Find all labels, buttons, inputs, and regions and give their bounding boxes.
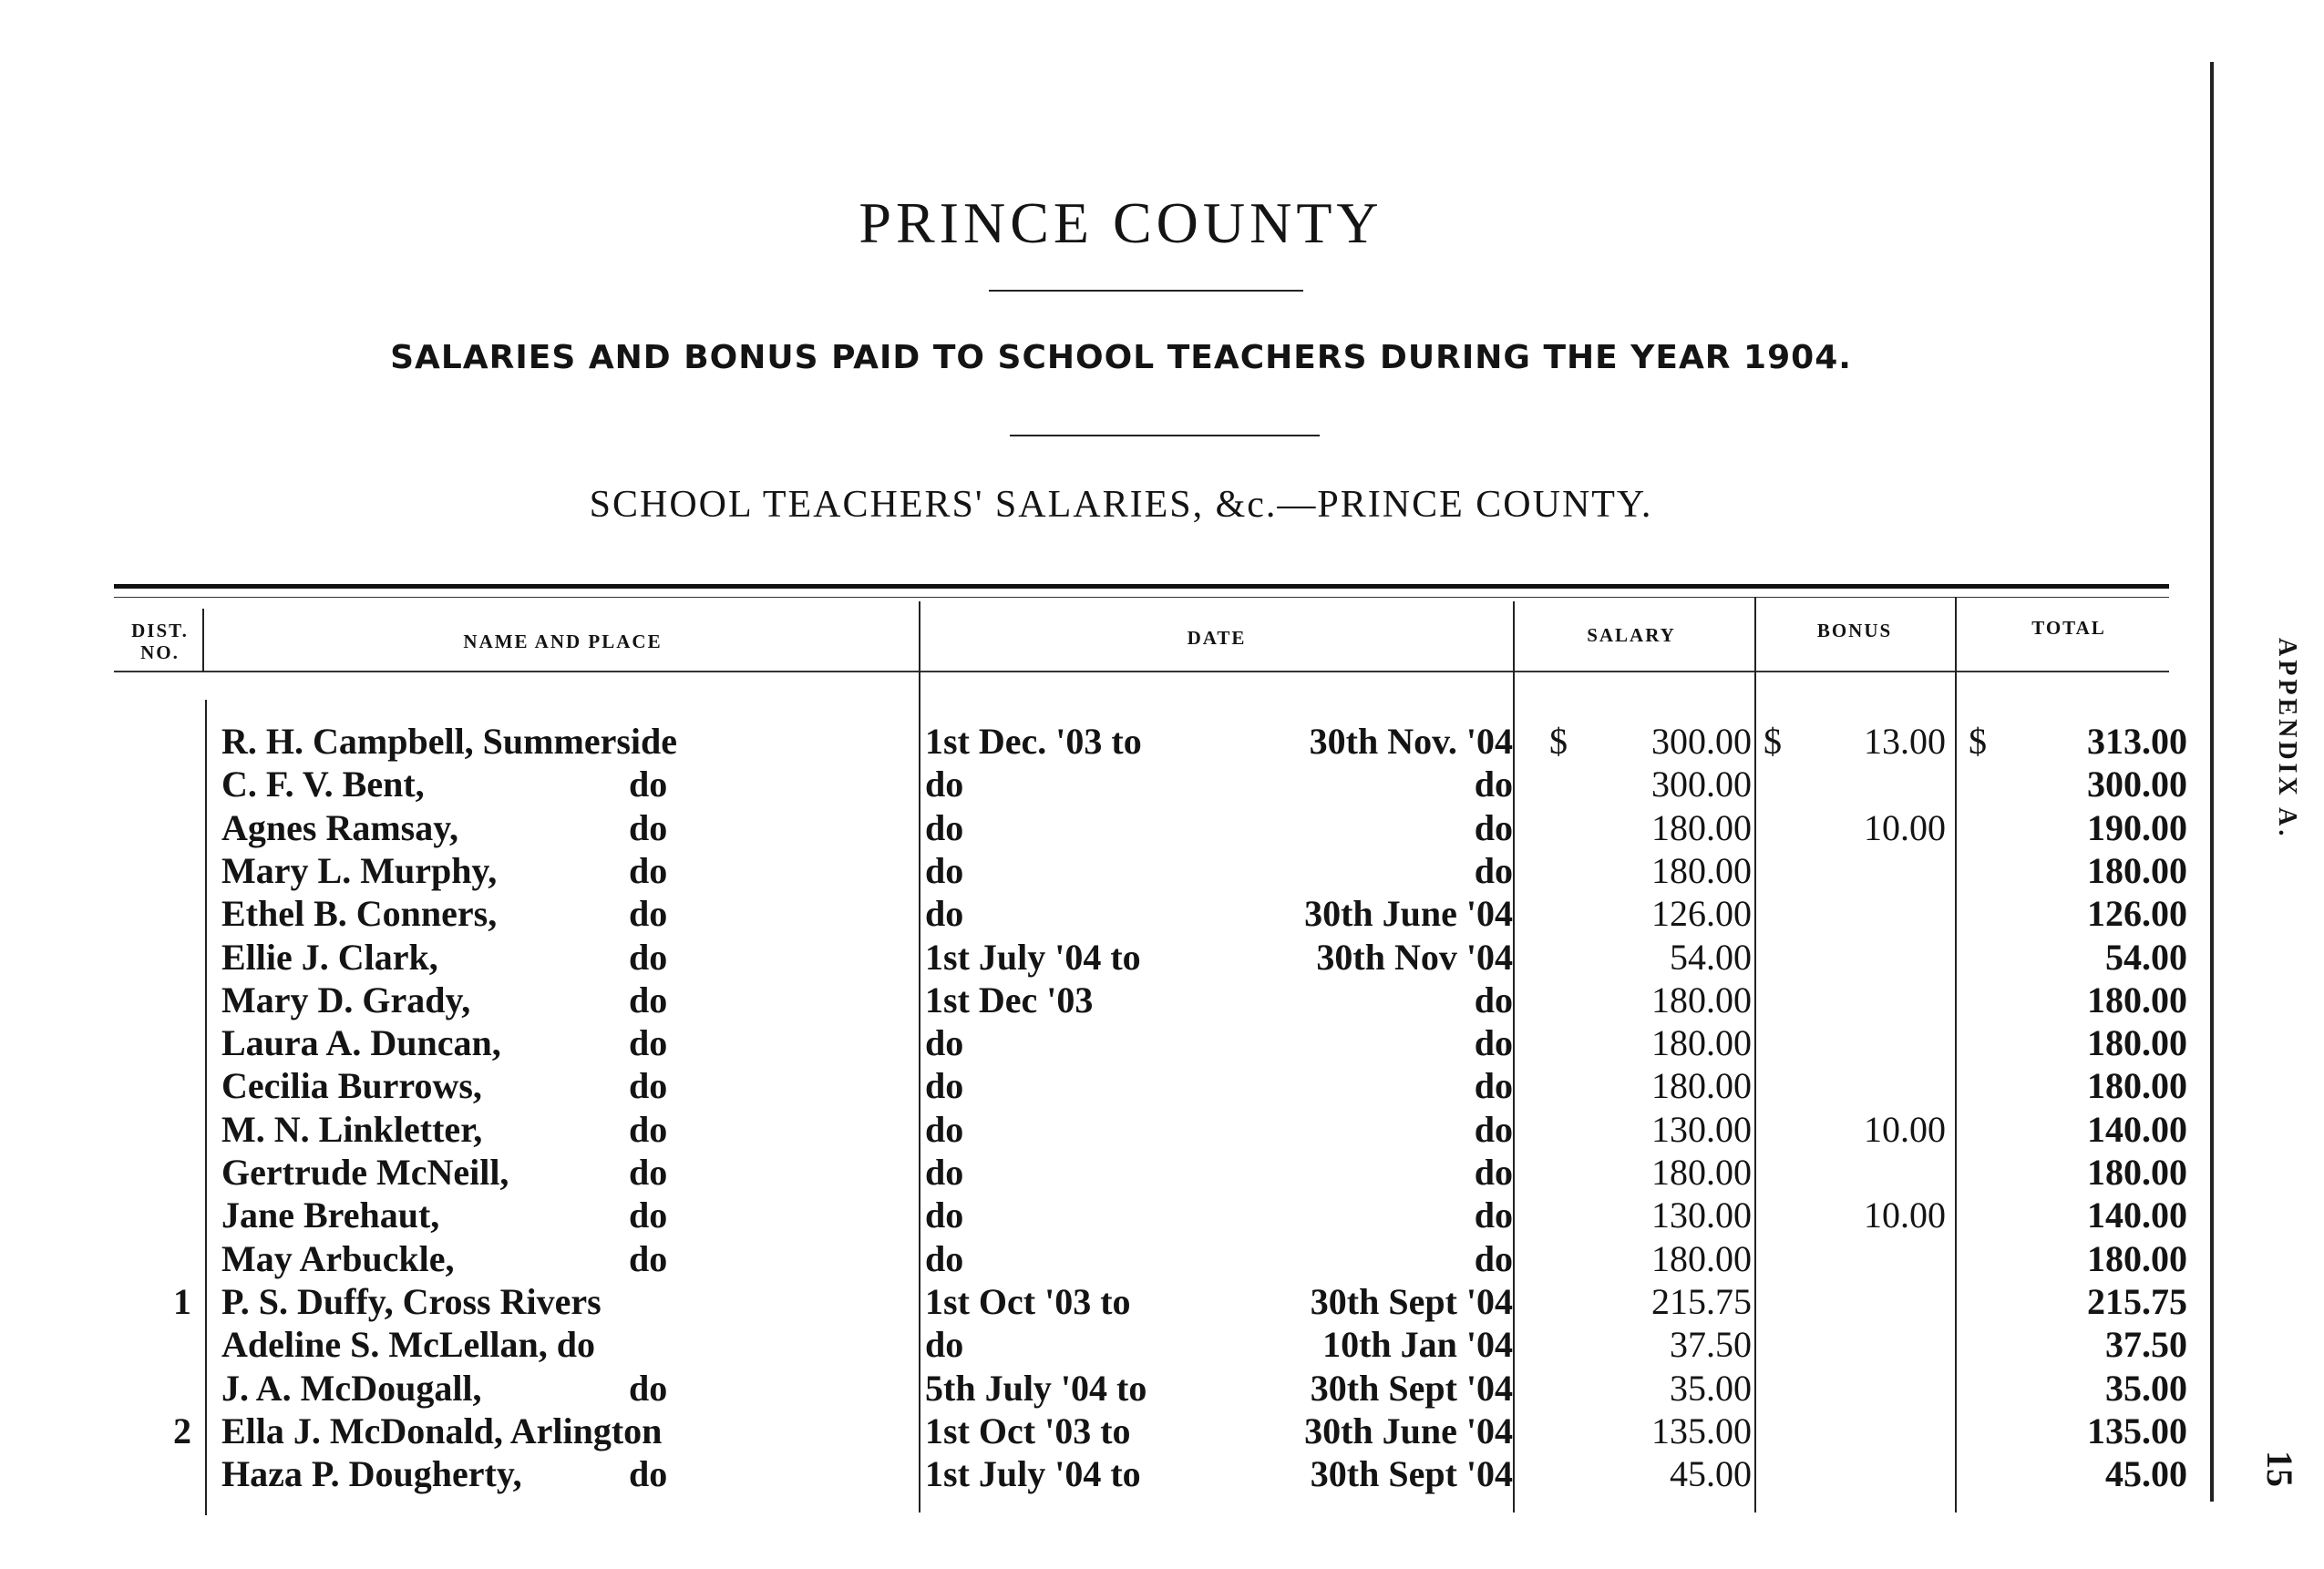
date-from: 1st Oct '03 to [925,1410,1131,1451]
dist-no-cell: 1 [173,1280,191,1322]
date-from: 1st Dec '03 [925,979,1094,1020]
place-cell: do [629,1152,668,1193]
total-value: 300.00 [2087,764,2187,805]
teacher-name-cell: C. F. V. Bent, [221,764,425,805]
place-cell: do [629,764,668,805]
place-cell: do [629,806,668,848]
place-cell: do [629,1195,668,1236]
salary-value: 300.00 [1651,764,1752,805]
table-row [0,1280,2324,1323]
bonus-value: 10.00 [1864,1195,1946,1236]
date-to: do [1474,1022,1513,1064]
teacher-name-cell: P. S. Duffy, Cross Rivers [221,1280,602,1322]
page-title: PRINCE COUNTY [859,190,1383,255]
total-value: 180.00 [2087,1022,2187,1064]
date-to: 30th Sept '04 [1310,1453,1513,1495]
date-from: do [925,1324,964,1366]
salary-value: 180.00 [1651,1237,1752,1279]
table-row [0,1021,2324,1064]
table-row [0,1237,2324,1280]
teacher-name-cell: Mary D. Grady, [221,979,471,1020]
date-to: 30th Sept '04 [1310,1367,1513,1409]
dollar-sign: $ [1549,721,1568,762]
date-to: do [1474,1237,1513,1279]
table-top-rule [114,584,2169,589]
place-cell: do [629,1108,668,1150]
dist-no-cell: 2 [173,1410,191,1451]
date-to: 30th June '04 [1304,1410,1513,1451]
bonus-value: 10.00 [1864,1108,1946,1150]
place-cell: do [629,979,668,1020]
table-row [0,763,2324,805]
date-from: do [925,764,964,805]
date-to: do [1474,764,1513,805]
total-value: 180.00 [2087,1065,2187,1107]
teacher-name-cell: Ella J. McDonald, Arlington [221,1410,663,1451]
salary-value: 130.00 [1651,1108,1752,1150]
header-salary: SALARY [1587,624,1676,646]
date-from: do [925,1152,964,1193]
salary-value: 54.00 [1670,936,1752,978]
salary-value: 130.00 [1651,1195,1752,1236]
column-separator [202,609,204,672]
date-to: do [1474,1065,1513,1107]
date-from: do [925,849,964,891]
salary-value: 180.00 [1651,979,1752,1020]
table-heading: SCHOOL TEACHERS' SALARIES, &c.—PRINCE COUNTY. [589,484,1653,526]
total-value: 35.00 [2105,1367,2187,1409]
teacher-name-cell: Gertrude McNeill, [221,1152,509,1193]
total-value: 215.75 [2087,1280,2187,1322]
date-from: 1st Dec. '03 to [925,721,1142,762]
teacher-name-cell: M. N. Linkletter, [221,1108,483,1150]
salary-value: 215.75 [1651,1280,1752,1322]
salary-value: 180.00 [1651,1152,1752,1193]
table-top-rule-thin [114,597,2169,598]
salary-value: 180.00 [1651,1065,1752,1107]
place-cell: do [629,1022,668,1064]
date-from: 1st Oct '03 to [925,1280,1131,1322]
date-to: 30th Sept '04 [1310,1280,1513,1322]
salary-value: 35.00 [1670,1367,1752,1409]
total-value: 180.00 [2087,1237,2187,1279]
place-cell: do [629,849,668,891]
dollar-sign: $ [1764,721,1782,762]
place-cell: do [629,1237,668,1279]
teacher-name-cell: May Arbuckle, [221,1237,455,1279]
table-row [0,1323,2324,1366]
date-from: 1st July '04 to [925,1453,1141,1495]
teacher-name-cell: Jane Brehaut, [221,1195,440,1236]
date-from: do [925,893,964,935]
total-value: 135.00 [2087,1410,2187,1451]
page-subtitle: SALARIES AND BONUS PAID TO SCHOOL TEACHERS DURING THE YEAR 1904. [390,339,1852,376]
teacher-name-cell: Ethel B. Conners, [221,893,498,935]
date-to: do [1474,979,1513,1020]
total-value: 313.00 [2087,721,2187,762]
teacher-name-cell: Mary L. Murphy, [221,849,498,891]
header-total: TOTAL [2031,617,2106,639]
date-to: do [1474,1108,1513,1150]
total-value: 180.00 [2087,1152,2187,1193]
salary-value: 180.00 [1651,849,1752,891]
header-dist-no: DIST. NO. [131,620,189,663]
salary-value: 135.00 [1651,1410,1752,1451]
table-row [0,936,2324,979]
teacher-name-cell: Agnes Ramsay, [221,806,459,848]
teacher-name-cell: R. H. Campbell, Summerside [221,721,677,762]
table-row [0,1452,2324,1495]
total-value: 140.00 [2087,1195,2187,1236]
table-row [0,1194,2324,1236]
bonus-value: 13.00 [1864,721,1946,762]
total-value: 140.00 [2087,1108,2187,1150]
teacher-name-cell: Adeline S. McLellan, do [221,1324,596,1366]
date-from: do [925,1022,964,1064]
salary-value: 126.00 [1651,893,1752,935]
table-row [0,1151,2324,1194]
date-from: 5th July '04 to [925,1367,1147,1409]
header-date: DATE [1187,627,1247,649]
place-cell: do [629,1367,668,1409]
salary-value: 180.00 [1651,806,1752,848]
total-value: 126.00 [2087,893,2187,935]
table-row [0,806,2324,849]
date-from: do [925,1108,964,1150]
appendix-label: APPENDIX A. [2273,638,2301,840]
bonus-value: 10.00 [1864,806,1946,848]
date-to: do [1474,806,1513,848]
date-from: do [925,806,964,848]
divider-rule [989,290,1303,292]
total-value: 180.00 [2087,849,2187,891]
table-row [0,979,2324,1021]
header-bonus: BONUS [1816,620,1893,641]
date-to: do [1474,849,1513,891]
teacher-name-cell: Ellie J. Clark, [221,936,438,978]
teacher-name-cell: Haza P. Dougherty, [221,1453,522,1495]
header-bottom-rule [114,671,2169,672]
salary-value: 300.00 [1651,721,1752,762]
teacher-name-cell: Cecilia Burrows, [221,1065,482,1107]
date-from: do [925,1237,964,1279]
divider-rule [1010,435,1320,436]
total-value: 190.00 [2087,806,2187,848]
table-row [0,1064,2324,1107]
table-row [0,1108,2324,1151]
table-row [0,892,2324,935]
place-cell: do [629,1065,668,1107]
teacher-name-cell: J. A. McDougall, [221,1367,482,1409]
table-row [0,1367,2324,1410]
date-to: do [1474,1195,1513,1236]
table-row [0,1410,2324,1452]
date-to: 10th Jan '04 [1322,1324,1513,1366]
header-name-and-place: NAME AND PLACE [463,631,663,652]
salary-value: 45.00 [1670,1453,1752,1495]
total-value: 37.50 [2105,1324,2187,1366]
place-cell: do [629,893,668,935]
teacher-name-cell: Laura A. Duncan, [221,1022,501,1064]
date-to: 30th Nov '04 [1316,936,1513,978]
salary-value: 37.50 [1670,1324,1752,1366]
date-from: 1st July '04 to [925,936,1141,978]
total-value: 54.00 [2105,936,2187,978]
date-to: 30th June '04 [1304,893,1513,935]
date-from: do [925,1065,964,1107]
date-to: do [1474,1152,1513,1193]
place-cell: do [629,1453,668,1495]
total-value: 180.00 [2087,979,2187,1020]
table-row [0,720,2324,763]
place-cell: do [629,936,668,978]
date-from: do [925,1195,964,1236]
date-to: 30th Nov. '04 [1309,721,1513,762]
dollar-sign: $ [1969,721,1987,762]
page-number: 15 [2259,1451,2300,1487]
total-value: 45.00 [2105,1453,2187,1495]
table-row [0,849,2324,892]
salary-value: 180.00 [1651,1022,1752,1064]
